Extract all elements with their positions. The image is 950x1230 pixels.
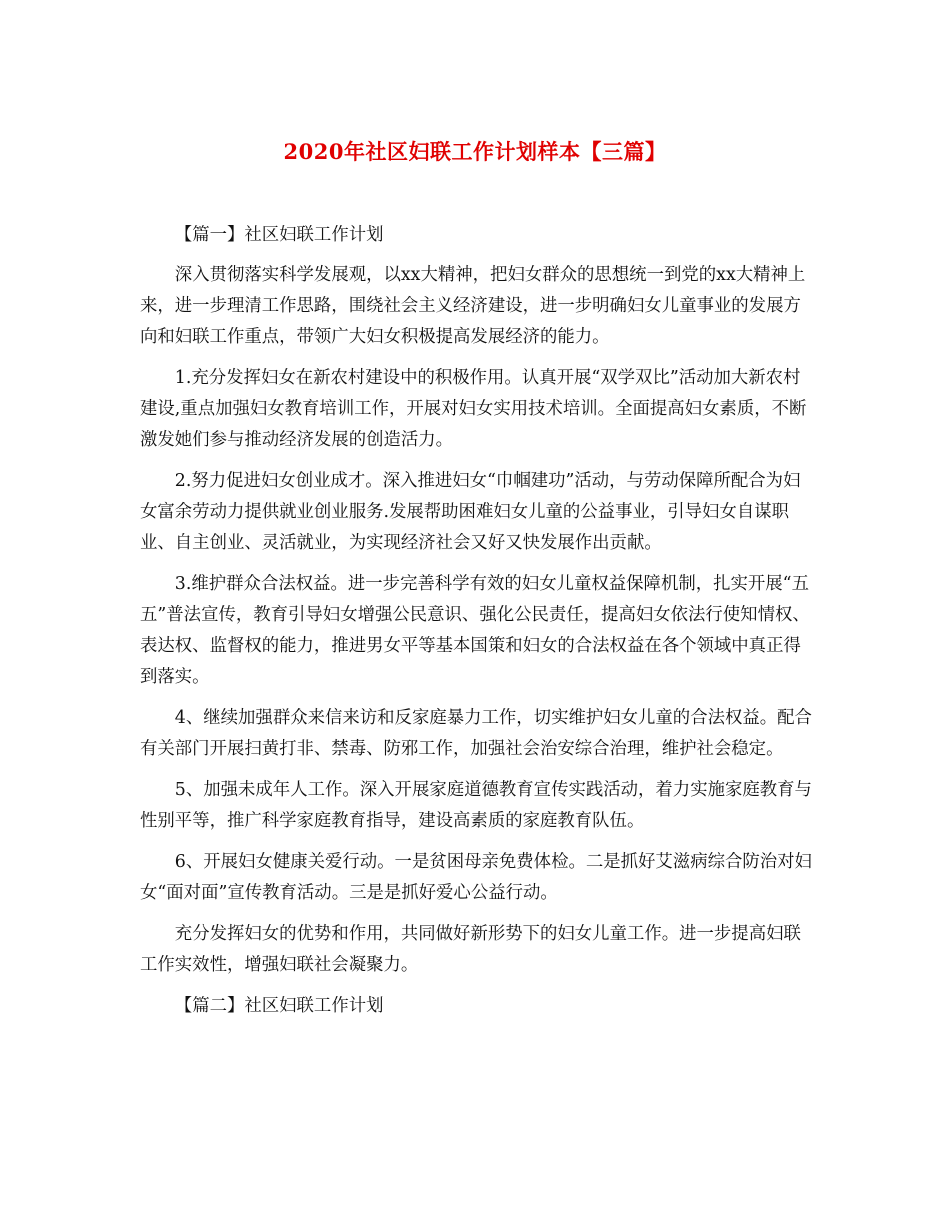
section-heading-1: 【篇一】社区妇联工作计划 bbox=[174, 225, 384, 245]
paragraph-intro: 深入贯彻落实科学发展观，以xx大精神，把妇女群众的思想统一到党的xx大精神上来，进一步理清工作思路，围绕社会主义经济建设，进一步明确妇女儿童事业的发展方向和妇联工作重点，带领广大妇女积极提高发展经济的能力。 bbox=[140, 265, 806, 347]
document-title: 2020年社区妇联工作计划样本【三篇】 bbox=[283, 139, 667, 164]
paragraph-conclusion: 充分发挥妇女的优势和作用，共同做好新形势下的妇女儿童工作。进一步提高妇联工作实效性，增强妇联社会凝聚力。 bbox=[140, 924, 801, 975]
paragraph-item-4: 4、继续加强群众来信来访和反家庭暴力工作，切实维护妇女儿童的合法权益。配合有关部门开展扫黄打非、禁毒、防邪工作，加强社会治安综合治理，维护社会稳定。 bbox=[140, 708, 812, 759]
paragraph-item-2: 2.努力促进妇女创业成才。深入推进妇女“巾帼建功”活动，与劳动保障所配合为妇女富余劳动力提供就业创业服务.发展帮助困难妇女儿童的公益事业，引导妇女自谋职业、自主创业、灵活就业，为实现经济社会又好又快发展作出贡献。 bbox=[140, 471, 801, 553]
document-body bbox=[140, 220, 812, 1031]
section-heading-2: 【篇二】社区妇联工作计划 bbox=[174, 996, 384, 1016]
paragraph-item-3: 3.维护群众合法权益。进一步完善科学有效的妇女儿童权益保障机制，扎实开展“五五”普法宣传，教育引导妇女增强公民意识、强化公民责任，提高妇女依法行使知情权、表达权、监督权的能力，推进男女平等基本国策和妇女的合法权益在各个领域中真正得到落实。 bbox=[140, 574, 810, 687]
paragraph-item-6: 6、开展妇女健康关爱行动。一是贫困母亲免费体检。二是抓好艾滋病综合防治对妇女“面对面”宣传教育活动。三是是抓好爱心公益行动。 bbox=[140, 852, 812, 903]
paragraph-item-5: 5、加强未成年人工作。深入开展家庭道德教育宣传实践活动，着力实施家庭教育与性别平等，推广科学家庭教育指导，建设高素质的家庭教育队伍。 bbox=[140, 780, 812, 831]
paragraph-item-1: 1.充分发挥妇女在新农村建设中的积极作用。认真开展“双学双比”活动加大新农村建设,重点加强妇女教育培训工作，开展对妇女实用技术培训。全面提高妇女素质，不断激发她们参与推动经济发展的创造活力。 bbox=[140, 368, 807, 450]
